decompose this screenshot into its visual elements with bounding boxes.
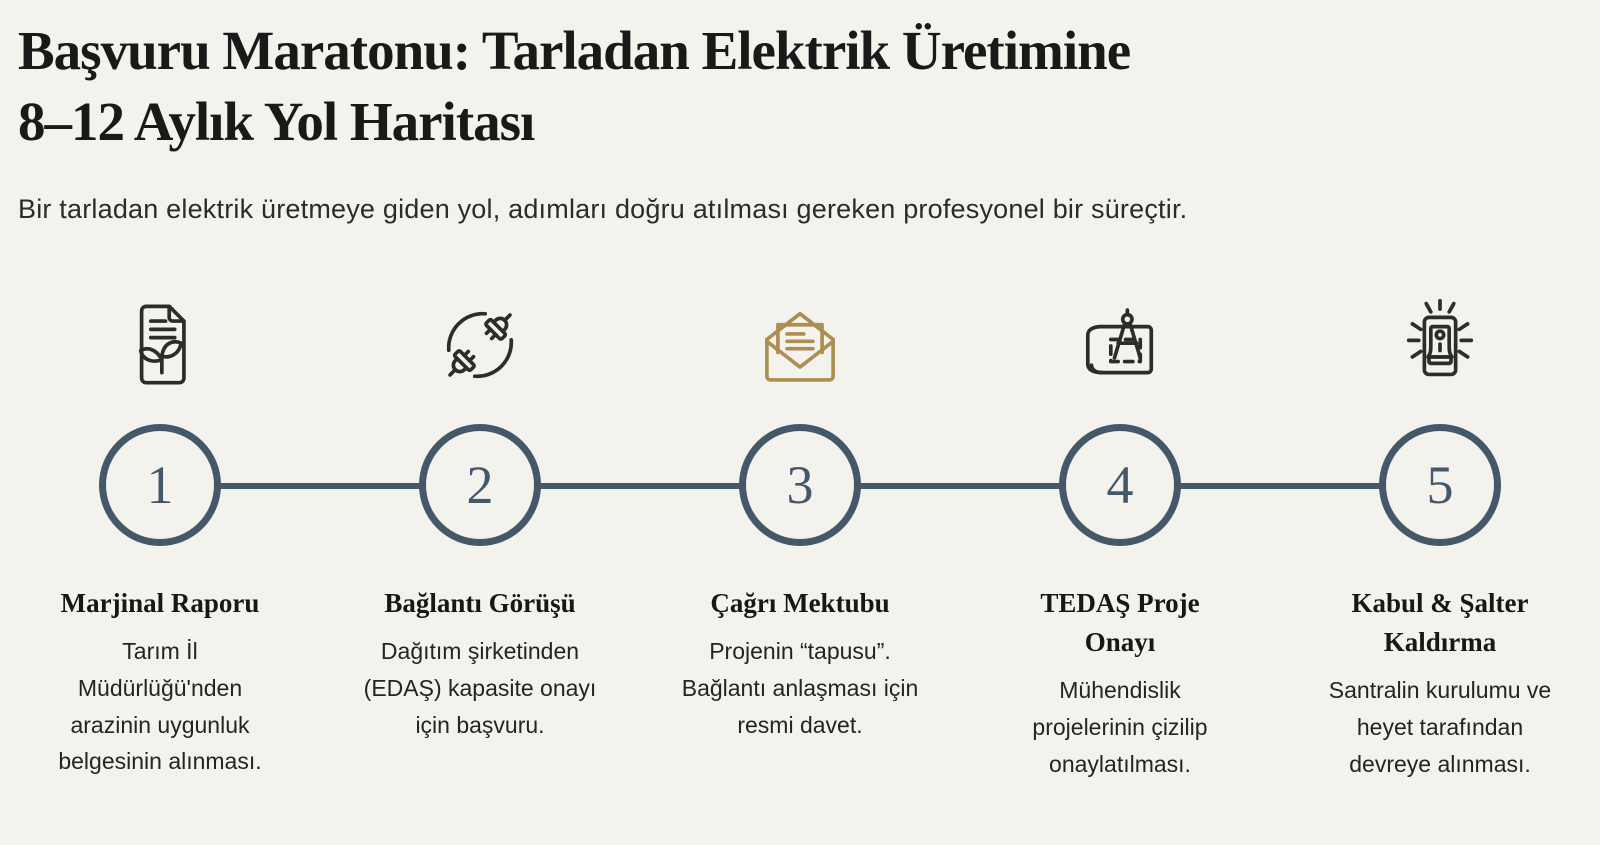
page-title xyxy=(18,16,1560,158)
step-description: Dağıtım şirketinden (EDAŞ) kapasite onayı için başvuru. xyxy=(363,638,597,738)
switch-on-icon xyxy=(1394,289,1486,391)
step-title: TEDAŞ Proje Onayı xyxy=(1040,587,1200,658)
step-number-circle xyxy=(1379,424,1501,546)
plug-connection-icon xyxy=(434,289,526,391)
timeline-step-3 xyxy=(640,289,960,783)
open-envelope-icon xyxy=(752,289,848,391)
step-number-circle xyxy=(99,424,221,546)
timeline-step-4 xyxy=(960,289,1280,783)
step-title: Marjinal Raporu xyxy=(60,587,260,618)
page-subtitle: Bir tarladan elektrik üretmeye giden yol, adımları doğru atılması gereken profesyonel bir süreçtir. xyxy=(18,193,1188,224)
document-plant-icon xyxy=(114,289,206,391)
step-number: 3 xyxy=(786,454,814,515)
step-description: Mühendislik projelerinin çizilip onaylatılması. xyxy=(1032,677,1208,777)
step-number-circle xyxy=(1059,424,1181,546)
timeline xyxy=(0,289,1600,783)
blueprint-compass-icon xyxy=(1072,289,1168,391)
page-title-line1: Başvuru Maratonu: Tarladan Elektrik Üretimine xyxy=(18,20,1131,81)
timeline-step-5 xyxy=(1280,289,1600,783)
timeline-step-2 xyxy=(320,289,640,783)
step-number: 2 xyxy=(466,454,494,515)
step-title: Bağlantı Görüşü xyxy=(384,587,576,618)
step-title: Kabul & Şalter Kaldırma xyxy=(1351,587,1529,658)
step-number: 4 xyxy=(1106,454,1134,515)
step-number-circle xyxy=(739,424,861,546)
timeline-step-1 xyxy=(0,289,320,783)
header xyxy=(0,0,1600,225)
step-description: Santralin kurulumu ve heyet tarafından devreye alınması. xyxy=(1328,677,1552,777)
step-number: 5 xyxy=(1426,454,1454,515)
step-number-circle xyxy=(419,424,541,546)
step-number: 1 xyxy=(146,454,174,515)
page-title-line2: 8–12 Aylık Yol Haritası xyxy=(18,90,535,152)
step-title: Çağrı Mektubu xyxy=(710,587,890,618)
step-description: Projenin “tapusu”. Bağlantı anlaşması için resmi davet. xyxy=(681,638,919,738)
step-description: Tarım İl Müdürlüğü'nden arazinin uygunluk belgesinin alınması. xyxy=(58,638,262,775)
